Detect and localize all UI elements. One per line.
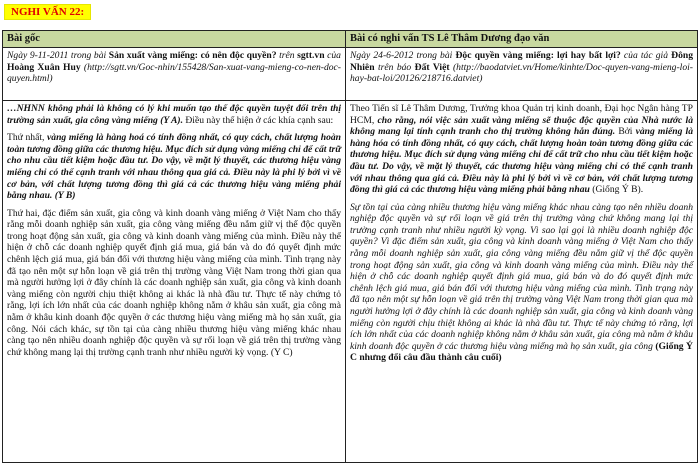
note-text: (Giống Ý C nhưng đổi câu đầu thành câu cuối) [350,340,693,364]
header-row [3,31,698,48]
source-suspected [346,48,698,101]
source-site[interactable]: sgtt.vn [297,50,325,61]
plain-text: Bởi [615,126,636,138]
header-suspected: Bài có nghi vấn TS Lê Thâm Dương đạo văn [346,31,698,48]
source-text: trong bài [413,50,456,61]
source-url[interactable]: (http://sgtt.vn/Goc-nhin/155428/San-xuat-vang-mieng-co-nen-doc-quyen.html) [7,61,341,85]
source-date: Ngày 9-11-2011 [7,50,69,61]
source-author: Đông Nhiên [350,50,693,73]
source-text: trên báo [374,61,415,73]
source-original [3,48,346,101]
comparison-table [2,30,698,463]
highlight-y-a: …NHNN không phải là không có lý khi muốn tạo thế độc quyền tuyệt đối trên thị trường sản xuất, gia công vàng miếng (Y A). [7,102,341,126]
source-paper: Đất Việt [414,61,450,73]
highlight-y-b: vàng miếng là hàng hóa có tính đồng nhất, có quy cách, chất lượng hoàn toàn tương đồng giữa các thương hiệu. Mục đích sử dụng vàng miếng chỉ để cất trữ cho nhu cầu tiết kiệm hoặc đầu tư. Do vậy, về mặt lý thuyết, các thương hiệu vàng miếng chỉ có thể cạnh tranh với nhau thông qua giá cả. Điều này là phi lý bởi vì về cơ bản, với chất lượng tương đồng thì giá cả các thương hiệu vàng miếng phải bằng nhau [350,126,694,196]
source-date: Ngày 24-6-2012 [350,50,414,61]
source-text: của tác giả [620,50,672,61]
source-row [3,48,698,101]
suspected-text [346,100,698,462]
header-original: Bài gốc [3,31,346,48]
original-text [3,100,346,462]
highlight-y-b: vàng miếng là hàng hoá có tính đồng nhất, có quy cách, chất lượng hoàn toàn tương đồng giữa các thương hiệu. Mục đích sử dụng vàng miếng chỉ để cất trữ cho nhu cầu tiết kiệm hoặc đầu tư. Do vậy, về mặt lý thuyết, các thương hiệu vàng miếng chỉ có thể cạnh tranh với nhau thông qua giá cả. Điều này là phi lý bởi vì về cơ bản, với chất lượng tương đồng thì giá cả các thương hiệu vàng miếng phải bằng nhau. (Y B) [7,132,341,202]
highlight-text: cho rằng, nói việc sản xuất vàng miếng sẽ thuộc độc quyền của Nhà nước là không mang lại tính cạnh tranh cho thị trường không hẳn đúng. [350,114,693,138]
plain-text: (Giống Ý B). [589,184,644,196]
source-url[interactable]: (http://baodatviet.vn/Home/kinhte/Doc-quyen-vang-mieng-loi-hay-bat-loi/20126/218716.datviet) [350,61,693,85]
page-title: NGHI VẤN 22: [4,4,91,20]
source-text: của [324,50,341,61]
suspected-paragraph-2 [350,202,693,364]
source-text: trên [276,50,298,61]
original-paragraph-2 [7,132,341,202]
plain-text: Điều này thể hiện ở các khía cạnh sau: [182,114,334,126]
suspected-paragraph-1 [350,103,693,196]
original-paragraph-3 [7,208,341,359]
source-author: Hoàng Xuân Huy [7,61,81,73]
body-row [3,100,698,462]
highlight-y-c: Vì sao lại gọi là nhiều doanh nghiệp độc quyền? Vì đặc điểm sản xuất, gia công và kinh doanh vàng miếng ở Việt Nam cho thấy rằng mỗi doanh nghiệp sản xuất, gia công vàng miếng đều nắm giữ vị thế độc quyền trong hoạt động sản xuất, gia công và kinh doanh vàng miếng của mình. Điều này thể hiện ở chỗ các doanh nghiệp quyết định giá mua, giá bán và do đó quyết định mức chênh lệch giá mua, giá bán đối với thương hiệu vàng miếng của mình. Tình trạng này đã tạo nên một sự hỗn loạn về giá trên thị trường vàng Việt Nam trong thời gian qua mà người hưởng lợi ở đây chính là các doanh nghiệp sản xuất, gia công và kinh doanh vàng miếng còn người chịu thiệt không ai khác là nhà đầu tư. Thực tế này chứng tỏ rằng, lợi ích lớn nhất của các doanh nghiệp không nằm ở khâu sản xuất, gia công mà nằm ở khâu kinh doanh độc quyền ở các thương hiệu vàng miếng mà họ sản xuất, gia công [350,224,693,352]
source-text: trong bài [68,50,109,61]
plain-text: Thứ hai, đặc điểm sản xuất, gia công và kinh doanh vàng miếng ở Việt Nam cho thấy rằng mỗi doanh nghiệp sản xuất, gia công vàng miếng đều nắm giữ vị thế độc quyền trong hoạt động sản xuất, gia công và kinh doanh vàng miếng của mình. Điều này thể hiện ở chỗ các doanh nghiệp quyết định giá mua, giá bán và do đó quyết định mức chênh lệch giá mua, giá bán đối với thương hiệu vàng miếng của mình. Tình trạng này đã tạo nên một sự hỗn loạn về giá trên thị trường vàng Việt Nam trong thời gian qua mà người hưởng lợi ở đây chính là các doanh nghiệp sản xuất, gia công và kinh doanh vàng miếng còn người chịu thiệt không ai khác là nhà đầu tư. Thực tế này chứng tỏ rằng, lợi ích lớn nhất của các doanh nghiệp không nằm ở khâu sản xuất, gia công mà nằm ở khâu kinh doanh độc quyền ở các thương hiệu vàng miếng mà họ sản xuất, gia công. Nói cách khác, sự tồn tại của càng nhiều thương hiệu vàng miếng khác nhau càng tạo nên nhiều doanh nghiệp độc quyền và sự rối loạn về giá trên thị trường vàng chứ không mang lại thị trường cạnh tranh như nhiều người kỳ vọng. (Y C) [7,207,341,358]
original-paragraph-1 [7,103,341,126]
plain-text: Thứ nhất, [7,132,48,144]
source-article[interactable]: Độc quyền vàng miếng: lợi hay bất lợi? [455,50,621,61]
source-article[interactable]: Sản xuất vàng miếng: có nên độc quyền? [108,50,277,61]
highlight-text: Sự tồn tại của càng nhiều thương hiệu vàng miếng khác nhau càng tạo nên nhiều doanh nghiệp độc quyền và sự rối loạn về giá trên thị trường vàng chứ không mang lại thị trường cạnh tranh như nhiều người kỳ vọng. [350,201,693,236]
plain-text: Theo Tiến sĩ Lê Thâm Dương, Trưởng khoa Quản trị kinh doanh, Đại học Ngân hàng TP HCM, [350,102,693,126]
